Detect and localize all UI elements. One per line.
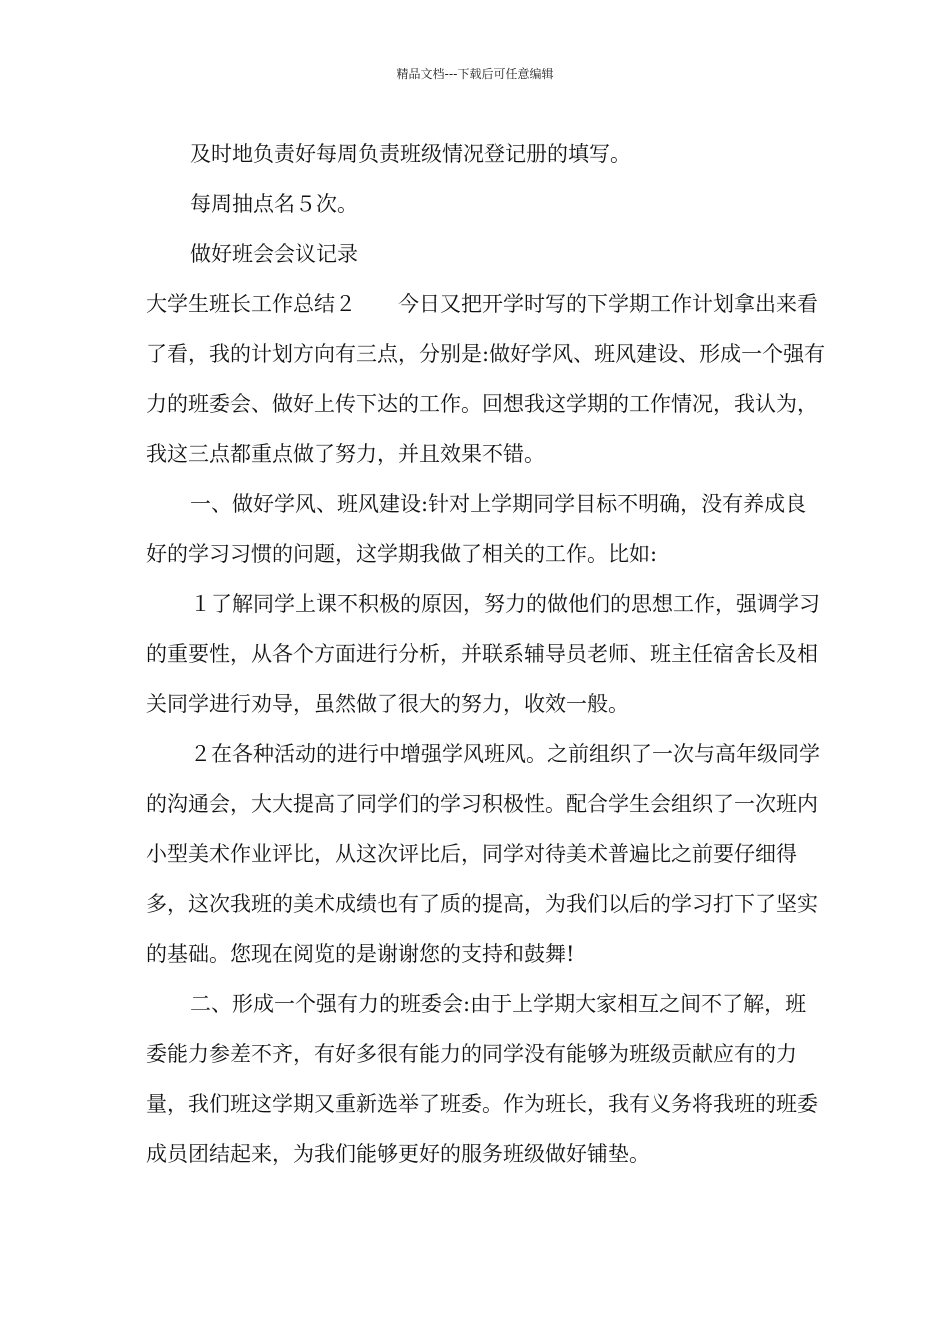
document-body <box>146 129 826 1179</box>
paragraph-3: 做好班会会议记录 <box>190 242 358 266</box>
paragraph-1: 及时地负责好每周负责班级情况登记册的填写。 <box>190 142 631 166</box>
paragraph-8: 二、形成一个强有力的班委会:由于上学期大家相互之间不了解，班委能力参差不齐，有好多很有能力的同学没有能够为班级贡献应有的力量，我们班这学期又重新选举了班委。作为班长，我有义务将我班的班委成员团结起来，为我们能够更好的服务班级做好铺垫。 <box>146 992 818 1166</box>
paragraph-7: ２在各种活动的进行中增强学风班风。之前组织了一次与高年级同学的沟通会，大大提高了同学们的学习积极性。配合学生会组织了一次班内小型美术作业评比，从这次评比后，同学对待美术普遍比之前要仔细得多，这次我班的美术成绩也有了质的提高，为我们以后的学习打下了坚实的基础。您现在阅览的是谢谢您的支持和鼓舞! <box>146 742 820 966</box>
paragraph-6: １了解同学上课不积极的原因，努力的做他们的思想工作，强调学习的重要性，从各个方面进行分析，并联系辅导员老师、班主任宿舍长及相关同学进行劝导，虽然做了很大的努力，收效一般。 <box>146 592 820 716</box>
page-header: 精品文档---下载后可任意编辑 <box>396 67 554 81</box>
paragraph-4: 大学生班长工作总结２ 今日又把开学时写的下学期工作计划拿出来看了看，我的计划方向有三点，分别是:做好学风、班风建设、形成一个强有力的班委会、做好上传下达的工作。回想我这学期的工作情况，我认为，我这三点都重点做了努力，并且效果不错。 <box>146 292 826 466</box>
paragraph-5: 一、做好学风、班风建设:针对上学期同学目标不明确，没有养成良好的学习习惯的问题，这学期我做了相关的工作。比如: <box>146 492 807 566</box>
paragraph-2: 每周抽点名５次。 <box>190 192 358 216</box>
